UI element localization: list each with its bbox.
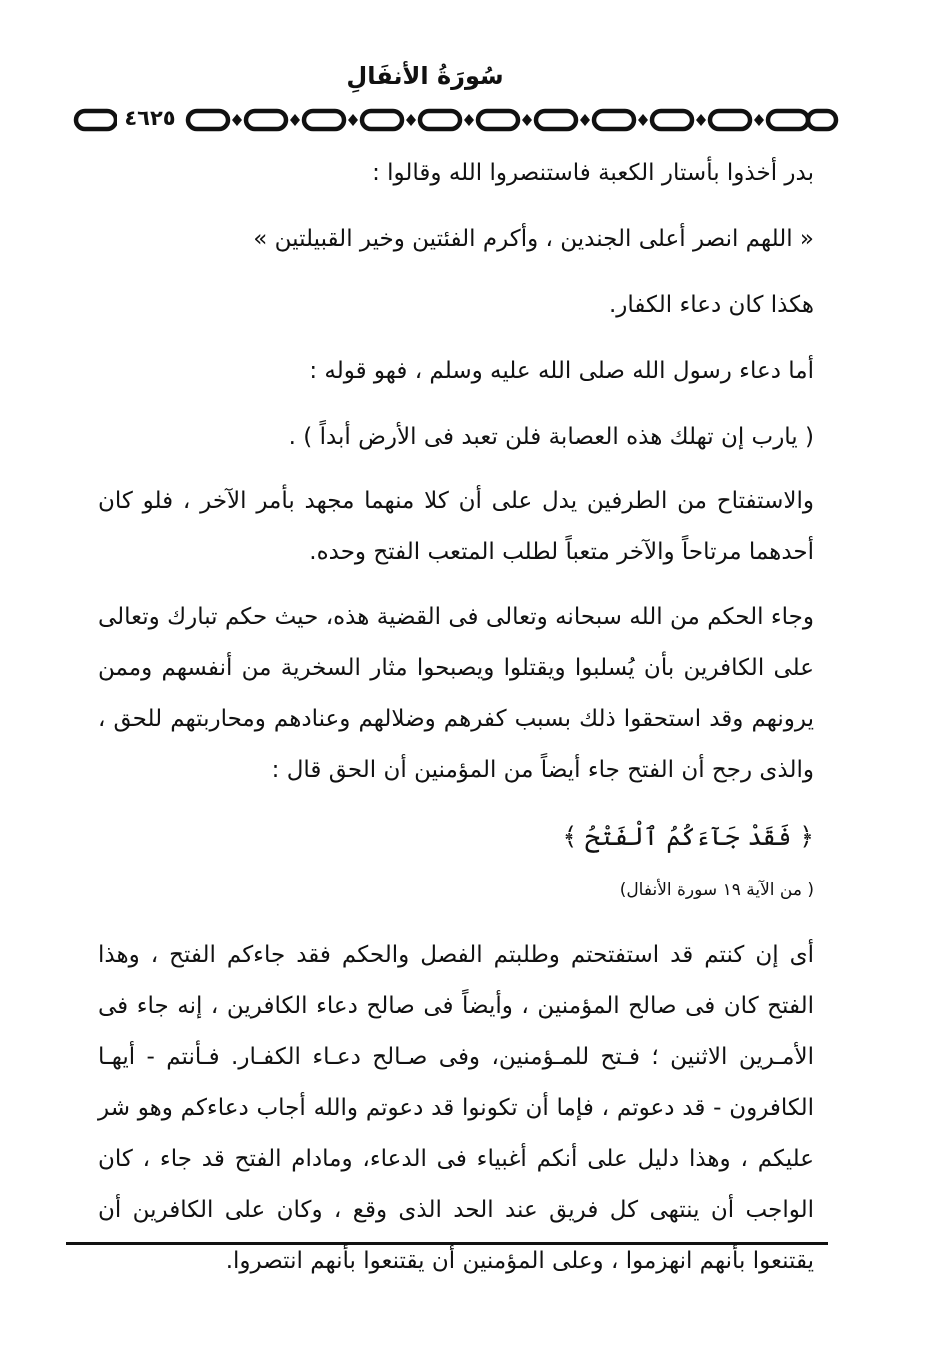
verse-reference: ( من الآية ١٩ سورة الأنفال): [619, 880, 814, 900]
page-number: ٤٦٢٥: [117, 104, 183, 132]
quote-line: ( يارب إن تهلك هذه العصابة فلن تعبد فى الأرض أبداً ) .: [288, 424, 814, 450]
text-line: أما دعاء رسول الله صلى الله عليه وسلم ، فهو قوله :: [309, 358, 814, 384]
quote-line: « اللهم انصر أعلى الجندين ، وأكرم الفئتين وخير القبيلتين »: [253, 226, 814, 252]
paragraph: وجاء الحكم من الله سبحانه وتعالى فى القضية هذه، حيث حكم تبارك وتعالى على الكافرين بأن يُسلبوا ويقتلوا ويصبحوا مثار السخرية من أنفسهم وممن يرونهم وقد استحقوا ذلك بسبب كفرهم وضلالهم وعنادهم ومحاربتهم للحق ، والذى رجح أن الفتح جاء أيضاً من المؤمنين أن الحق قال :: [98, 604, 814, 783]
text-line: هكذا كان دعاء الكفار.: [608, 292, 814, 318]
paragraph: والاستفتاح من الطرفين يدل على أن كلا منهما مجهد بأمر الآخر ، فلو كان أحدهما مرتاحاً والآخر متعباً لطلب المتعب الفتح وحده.: [98, 488, 814, 565]
quran-verse: ﴿ فَقَدْ جَآءَكُمُ ٱلْفَتْحُ ﴾: [562, 822, 814, 851]
bottom-rule: [66, 1242, 828, 1245]
header-ornament-band: [72, 102, 842, 138]
text-line: بدر أخذوا بأستار الكعبة فاستنصروا الله وقالوا :: [372, 160, 814, 186]
body-text: [98, 146, 814, 1287]
surah-title: سُورَةُ الأنفَالِ: [346, 62, 504, 90]
paragraph: أى إن كنتم قد استفتحتم وطلبتم الفصل والحكم فقد جاءكم الفتح ، وهذا الفتح كان فى صالح المؤمنين ، وأيضاً فى صالح دعاء الكافرين ، إنه جاء فى الأمـرين الاثنين ؛ فـتح للمـؤمنين، وفى صـالح دعـاء الكفـار. فـأنتم - أيهـا الكافرون - قد دعوتم ، فإما أن تكونوا قد دعوتم والله أجاب دعاءكم وهو شر عليكم ، وهذا دليل على أنكم أغبياء فى الدعاء، ومادام الفتح قد جاء ، كان الواجب أن ينتهى كل فريق عند الحد الذى وقع ، وكان على الكافرين أن يقتنعوا بأنهم انهزموا ، وعلى المؤمنين أن يقتنعوا بأنهم انتصروا.: [98, 942, 814, 1274]
